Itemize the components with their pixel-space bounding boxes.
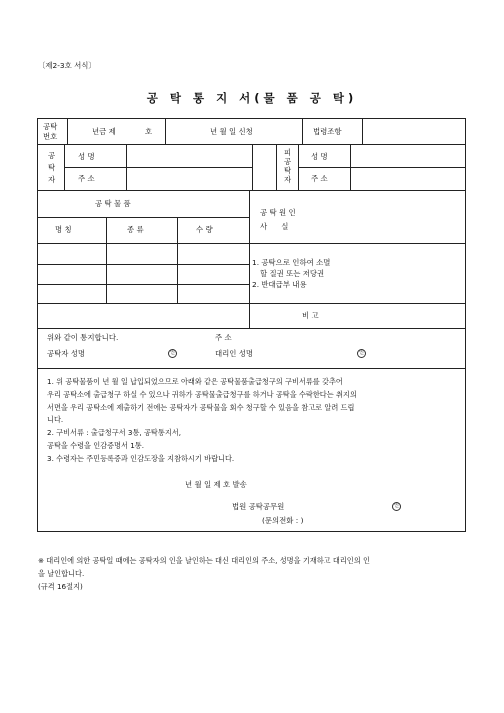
depositor-mid [64,167,252,168]
depositee-mid [298,167,466,168]
effect-line-3: 2. 반대급부 내용 [252,280,307,289]
ho-label: 호 [145,127,153,136]
deposit-cause-label: 공 탁 원 인 사 실 [260,208,296,231]
depositee-address-label: 주 소 [311,174,328,183]
contact-phone: (문의전화 : ) [262,516,304,525]
row1-div4 [362,118,363,144]
depositor-seal-mark: 인 [168,349,177,358]
box-left [37,118,38,531]
goods-row2 [37,284,249,285]
depositor-signature-label: 공탁자 성명 [47,349,86,358]
parties-bottom [37,190,466,191]
goods-col-div2 [177,217,178,303]
goods-col-name: 명 칭 [55,225,72,234]
notify-bottom [37,368,466,369]
instruction-line: 2. 구비서류 : 출급청구서 3통, 공탁통지서, [47,428,181,438]
depositor-end-div [252,144,253,190]
instruction-line: 우리 공탁소에 출급청구 하실 수 있으나 귀하가 공탁물출급청구를 하거나 공탁을 수락한다는 취지의 [47,389,357,399]
goods-row3 [37,303,466,304]
issue-date-line: 년 월 일 제 호 발송 [185,480,247,489]
depositor-address-label: 주 소 [78,174,95,183]
deposit-no-label: 공탁 번호 [43,122,58,141]
depositee-name-label: 성 명 [311,152,328,161]
goods-col-line [37,243,466,244]
remark-label: 비 고 [302,311,319,320]
footnote-line-2: 을 날인합니다. [38,569,85,578]
goods-bottom [37,328,466,329]
instruction-line: 니다. [47,415,64,425]
depositor-label-div [64,144,65,190]
officer-seal-mark: 인 [392,502,401,511]
officer-label: 법원 공탁공무원 [232,502,285,511]
instruction-line: 공탁을 수령을 인감증명서 1통. [47,440,145,450]
year-label: 년금 제 [92,127,116,136]
instructions-block [47,376,467,466]
notify-address-label: 주 소 [215,333,232,342]
apply-date-label: 년 월 일 신청 [210,127,253,136]
agent-signature-label: 대리인 성명 [215,349,254,358]
depositor-name-label: 성 명 [78,152,95,161]
depositor-field-div [126,144,127,190]
parties-center-div [276,144,277,190]
instruction-line: 1. 위 공탁물품이 년 월 일 납입되었으므로 아래와 같은 공탁물품출급청구의 구비서류를 갖추어 [47,377,343,386]
goods-header: 공 탁 물 품 [95,199,131,208]
goods-right-div [249,190,250,328]
form-number: 〔제2-3호 서식〕 [38,61,96,70]
depositee-section-label: 피 공 탁 자 [284,148,292,184]
row1-div2 [165,118,166,144]
box-top [37,118,466,119]
depositor-section-label: 공 탁 자 [48,151,56,184]
paper-size-note: (규격 16절지) [38,582,83,591]
box-bottom [37,531,466,532]
page-title: 공 탁 통 지 서(물 품 공 탁) [146,91,358,105]
effect-line-1: 1. 공탁으로 인하여 소멸 [252,258,331,267]
notify-text: 위와 같이 통지합니다. [47,333,119,342]
row1-div3 [302,118,303,144]
agent-seal-mark: 인 [357,349,366,358]
goods-header-line [37,217,249,218]
instruction-line: 3. 수령자는 주민등록증과 인감도장을 지참하시기 바랍니다. [47,453,235,463]
row1-div1 [67,118,68,144]
goods-row1 [37,264,249,265]
law-label: 법령조항 [313,127,342,136]
goods-col-qty: 수 량 [196,225,213,234]
depositee-label-div [298,144,299,190]
instruction-line: 서면을 우리 공탁소에 제출하기 전에는 공탁자가 공탁물을 회수 청구할 수 있음을 참고로 알려 드립 [47,402,355,412]
goods-col-type: 종 류 [127,225,144,234]
box-right [465,118,466,531]
effect-line-2: 할 질권 또는 저당권 [260,269,325,278]
footnote-line-1: ※ 대리인에 의한 공탁일 때에는 공탁자의 인을 날인하는 대신 대리인의 주소, 성명을 기재하고 대리인의 인 [38,556,370,565]
goods-col-div1 [106,217,107,303]
depositee-field-div [350,144,351,190]
